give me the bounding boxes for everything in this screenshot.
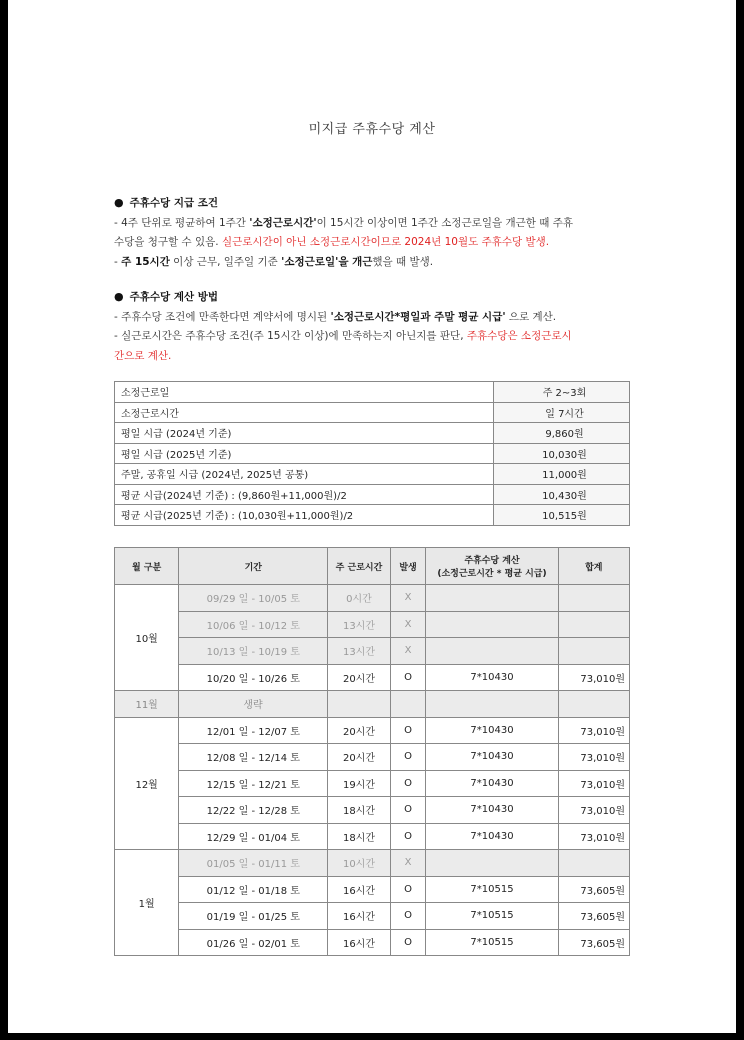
occur-cell: O	[390, 744, 426, 771]
calc-table-header	[115, 548, 630, 585]
calc-cell	[426, 691, 558, 718]
calc-cell	[426, 850, 558, 877]
period-cell: 12/22 일 - 12/28 토	[179, 797, 328, 824]
section-heading: ● 주휴수당 계산 방법	[114, 290, 219, 303]
condition-line-2: 수당을 청구할 수 있음. 실근로시간이 아닌 소정근로시간이므로 2024년 10월도 주휴수당 발생.	[114, 236, 550, 248]
calc-row	[115, 770, 630, 797]
period-cell: 12/29 일 - 01/04 토	[179, 823, 328, 850]
method-line-3: 간으로 계산.	[114, 349, 172, 362]
total-cell: 73,605원	[558, 929, 629, 956]
header-total: 합계	[558, 548, 629, 585]
total-cell: 73,010원	[558, 744, 629, 771]
calc-table	[114, 547, 630, 956]
calc-cell	[426, 638, 558, 665]
period-cell: 10/13 일 - 10/19 토	[179, 638, 328, 665]
calc-cell: 7*10515	[426, 876, 558, 903]
info-value: 11,000원	[494, 464, 630, 485]
calc-cell: 7*10430	[426, 770, 558, 797]
hours-cell: 18시간	[328, 797, 390, 824]
calc-row	[115, 823, 630, 850]
hours-cell: 13시간	[328, 611, 390, 638]
info-row	[115, 464, 630, 485]
calc-cell: 7*10430	[426, 717, 558, 744]
calc-row	[115, 876, 630, 903]
total-cell: 73,010원	[558, 664, 629, 691]
document-page	[8, 0, 736, 1033]
info-value: 9,860원	[494, 423, 630, 444]
calc-row	[115, 691, 630, 718]
period-cell: 09/29 일 - 10/05 토	[179, 585, 328, 612]
hours-cell: 16시간	[328, 929, 390, 956]
header-hours: 주 근로시간	[328, 548, 390, 585]
total-cell: 73,605원	[558, 903, 629, 930]
condition-line-3: - 주 15시간 이상 근무, 일주일 기준 '소정근로일'을 개근했을 때 발생.	[114, 255, 434, 268]
info-key: 평균 시급(2024년 기준) : (9,860원+11,000원)/2	[115, 484, 494, 505]
occur-cell: O	[390, 876, 426, 903]
occur-cell: X	[390, 585, 426, 612]
total-cell	[558, 638, 629, 665]
period-cell: 12/01 일 - 12/07 토	[179, 717, 328, 744]
hours-cell: 20시간	[328, 717, 390, 744]
month-cell: 12월	[115, 717, 179, 850]
calc-cell: 7*10515	[426, 929, 558, 956]
calc-row	[115, 850, 630, 877]
calc-cell: 7*10430	[426, 664, 558, 691]
info-key: 평일 시급 (2024년 기준)	[115, 423, 494, 444]
hours-cell: 18시간	[328, 823, 390, 850]
hours-cell: 13시간	[328, 638, 390, 665]
occur-cell: O	[390, 929, 426, 956]
total-cell: 73,605원	[558, 876, 629, 903]
calc-cell: 7*10430	[426, 823, 558, 850]
header-month: 월 구분	[115, 548, 179, 585]
condition-line-1: - 4주 단위로 평균하여 1주간 '소정근로시간'이 15시간 이상이면 1주간 소정근로일을 개근한 때 주휴	[114, 216, 573, 229]
hours-cell: 20시간	[328, 744, 390, 771]
calc-row	[115, 903, 630, 930]
hours-cell: 16시간	[328, 876, 390, 903]
occur-cell: O	[390, 797, 426, 824]
section-heading: ● 주휴수당 지급 조건	[114, 196, 219, 209]
section-method	[114, 287, 640, 366]
occur-cell: X	[390, 850, 426, 877]
calc-row	[115, 664, 630, 691]
info-table	[114, 381, 630, 526]
calc-cell: 7*10515	[426, 903, 558, 930]
info-row	[115, 443, 630, 464]
period-cell: 12/15 일 - 12/21 토	[179, 770, 328, 797]
period-cell: 12/08 일 - 12/14 토	[179, 744, 328, 771]
info-key: 평일 시급 (2025년 기준)	[115, 443, 494, 464]
period-cell: 01/26 일 - 02/01 토	[179, 929, 328, 956]
info-value: 10,030원	[494, 443, 630, 464]
hours-cell: 19시간	[328, 770, 390, 797]
info-row	[115, 402, 630, 423]
info-value: 일 7시간	[494, 402, 630, 423]
info-key: 평균 시급(2025년 기준) : (10,030원+11,000원)/2	[115, 505, 494, 526]
info-row	[115, 423, 630, 444]
period-cell: 10/06 일 - 10/12 토	[179, 611, 328, 638]
hours-cell	[328, 691, 390, 718]
total-cell: 73,010원	[558, 717, 629, 744]
month-cell: 1월	[115, 850, 179, 956]
hours-cell: 10시간	[328, 850, 390, 877]
calc-row	[115, 585, 630, 612]
period-cell: 생략	[179, 691, 328, 718]
calc-row	[115, 797, 630, 824]
total-cell	[558, 585, 629, 612]
occur-cell: X	[390, 611, 426, 638]
calc-row	[115, 929, 630, 956]
hours-cell: 16시간	[328, 903, 390, 930]
bullet-icon: ●	[114, 196, 124, 209]
page-title: 미지급 주휴수당 계산	[308, 122, 436, 137]
occur-cell: O	[390, 823, 426, 850]
section-conditions	[114, 193, 640, 272]
occur-cell	[390, 691, 426, 718]
period-cell: 01/05 일 - 01/11 토	[179, 850, 328, 877]
info-key: 주말, 공휴일 시급 (2024년, 2025년 공통)	[115, 464, 494, 485]
method-line-2: - 실근로시간은 주휴수당 조건(주 15시간 이상)에 만족하는지 아닌지를 판단, 주휴수당은 소정근로시	[114, 330, 572, 342]
total-cell	[558, 611, 629, 638]
calc-cell	[426, 611, 558, 638]
calc-cell	[426, 585, 558, 612]
info-value: 10,430원	[494, 484, 630, 505]
calc-row	[115, 717, 630, 744]
calc-row	[115, 611, 630, 638]
total-cell	[558, 850, 629, 877]
info-value: 주 2~3회	[494, 382, 630, 403]
calc-cell: 7*10430	[426, 797, 558, 824]
total-cell: 73,010원	[558, 823, 629, 850]
calc-row	[115, 638, 630, 665]
occur-cell: O	[390, 770, 426, 797]
period-cell: 01/12 일 - 01/18 토	[179, 876, 328, 903]
bullet-icon: ●	[114, 290, 124, 303]
info-row	[115, 382, 630, 403]
total-cell: 73,010원	[558, 770, 629, 797]
period-cell: 01/19 일 - 01/25 토	[179, 903, 328, 930]
header-occur: 발생	[390, 548, 426, 585]
occur-cell: O	[390, 664, 426, 691]
period-cell: 10/20 일 - 10/26 토	[179, 664, 328, 691]
info-value: 10,515원	[494, 505, 630, 526]
occur-cell: O	[390, 717, 426, 744]
method-line-1: - 주휴수당 조건에 만족한다면 계약서에 명시된 '소정근로시간*평일과 주말 평균 시급' 으로 계산.	[114, 310, 557, 323]
info-row	[115, 505, 630, 526]
occur-cell: X	[390, 638, 426, 665]
header-period: 기간	[179, 548, 328, 585]
calc-cell: 7*10430	[426, 744, 558, 771]
hours-cell: 20시간	[328, 664, 390, 691]
occur-cell: O	[390, 903, 426, 930]
total-cell: 73,010원	[558, 797, 629, 824]
info-key: 소정근로시간	[115, 402, 494, 423]
hours-cell: 0시간	[328, 585, 390, 612]
info-key: 소정근로일	[115, 382, 494, 403]
header-calc: 주휴수당 계산 (소정근로시간 * 평균 시급)	[426, 548, 558, 585]
total-cell	[558, 691, 629, 718]
month-cell: 11월	[115, 691, 179, 718]
month-cell: 10월	[115, 585, 179, 691]
calc-row	[115, 744, 630, 771]
info-row	[115, 484, 630, 505]
